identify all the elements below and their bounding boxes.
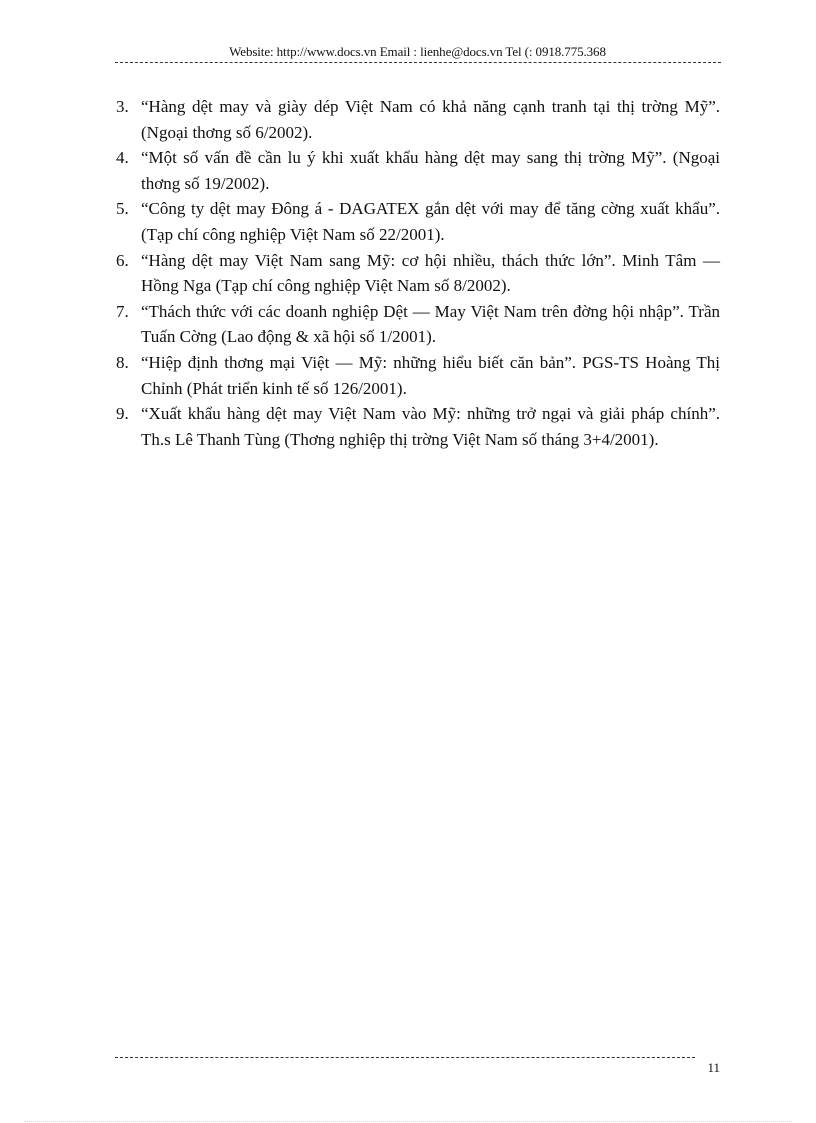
reference-text: “Một số vấn đề cần lu ý khi xuất khẩu hàng dệt may sang thị trờng Mỹ”. (Ngoại thơng số 19/2002).: [141, 148, 720, 193]
reference-number: 4.: [116, 148, 129, 168]
reference-item: [110, 350, 720, 401]
reference-item: [110, 145, 720, 196]
reference-text: “Hàng dệt may Việt Nam sang Mỹ: cơ hội nhiều, thách thức lớn”. Minh Tâm — Hồng Nga (Tạp chí công nghiệp Việt Nam số 8/2002).: [141, 250, 720, 296]
reference-item: [110, 94, 720, 145]
header-divider: [115, 62, 721, 63]
page-header: Website: http://www.docs.vn Email : lienhe@docs.vn Tel (: 0918.775.368: [229, 44, 606, 59]
reference-number: 7.: [116, 301, 129, 321]
reference-number: 3.: [116, 97, 129, 116]
page-number: 11: [707, 1060, 720, 1075]
reference-item: [110, 248, 720, 299]
reference-text: “Hàng dệt may và giày dép Việt Nam có khả năng cạnh tranh tại thị trờng Mỹ”. (Ngoại thơng số 6/2002).: [141, 97, 720, 142]
reference-number: 8.: [116, 352, 129, 372]
footer-divider: [115, 1057, 695, 1058]
reference-number: 9.: [116, 404, 129, 424]
reference-item: [110, 401, 720, 452]
reference-item: [110, 299, 720, 350]
reference-item: [110, 196, 720, 247]
reference-number: 5.: [116, 199, 129, 219]
reference-number: 6.: [116, 250, 129, 270]
page-edge-dotted-line: [24, 1121, 792, 1122]
reference-text: “Xuất khẩu hàng dệt may Việt Nam vào Mỹ: những trở ngại và giải pháp chính”. Th.s Lê Thanh Tùng (Thơng nghiệp thị trờng Việt Nam số tháng 3+4/2001).: [141, 404, 720, 449]
reference-text: “Công ty dệt may Đông á - DAGATEX gắn dệt với may để tăng cờng xuất khẩu”. (Tạp chí công nghiệp Việt Nam số 22/2001).: [141, 199, 720, 244]
reference-text: “Thách thức với các doanh nghiệp Dệt — May Việt Nam trên đờng hội nhập”. Trần Tuấn Cờng (Lao động & xã hội số 1/2001).: [141, 301, 720, 347]
reference-text: “Hiệp định thơng mại Việt — Mỹ: những hiểu biết căn bản”. PGS-TS Hoàng Thị Chỉnh (Phát triển kinh tế số 126/2001).: [141, 352, 720, 398]
reference-list: [110, 94, 720, 452]
